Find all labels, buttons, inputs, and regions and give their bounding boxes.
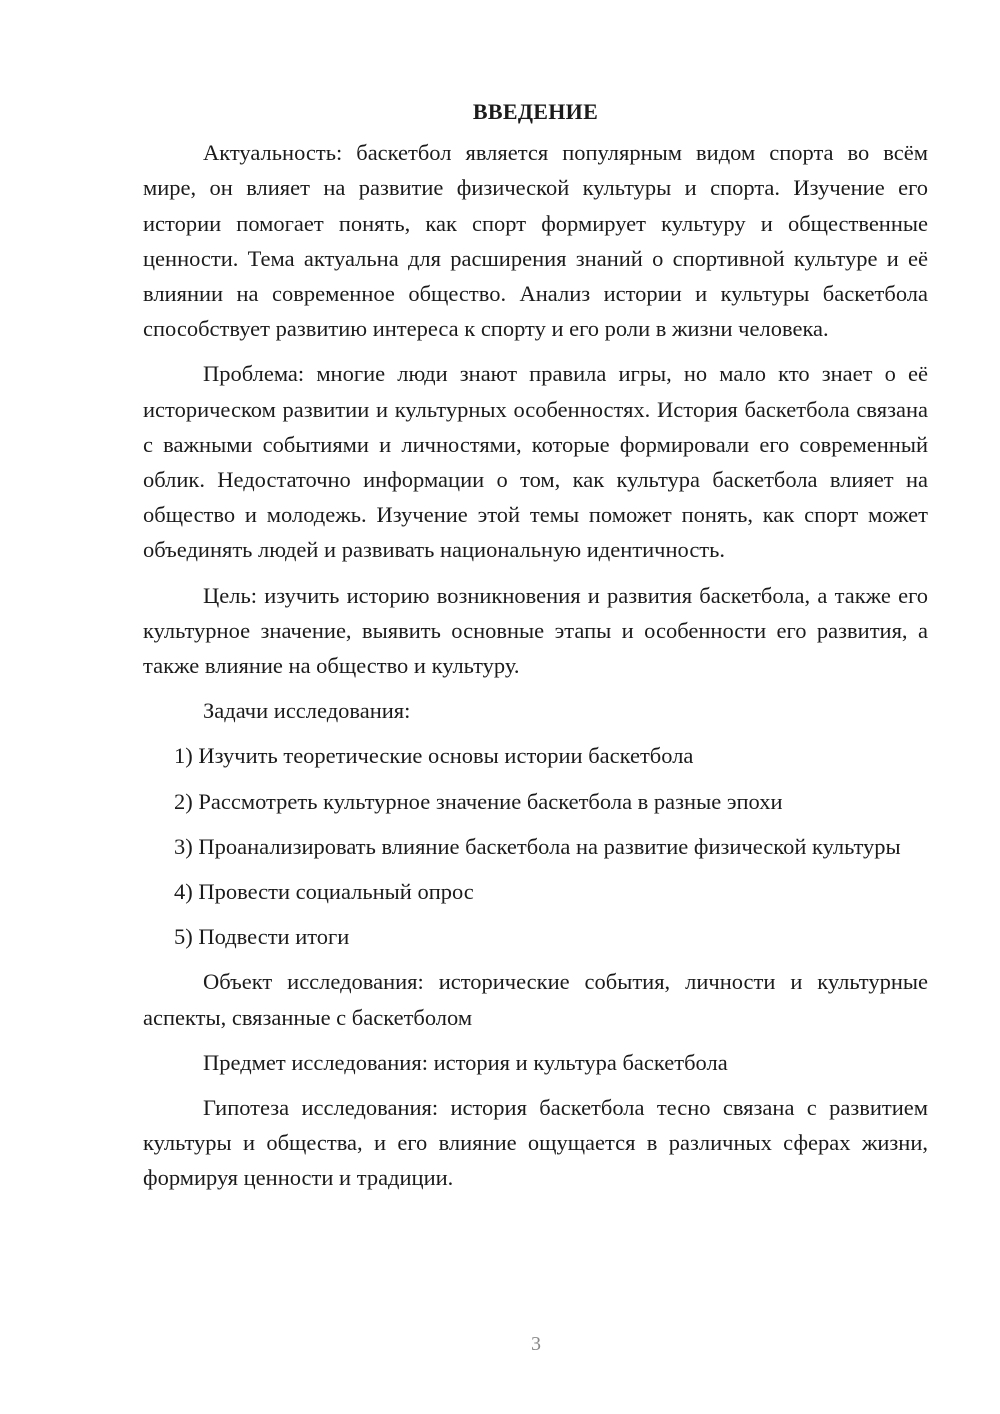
paragraph-tasks-heading: Задачи исследования:	[203, 698, 411, 724]
paragraph-hypothesis: Гипотеза исследования: история баскетбола тесно связана с развитием культуры и общества, и его влияние ощущается в различных сферах жизни, формируя ценности и традиции.	[143, 1095, 928, 1191]
page-number: 3	[531, 1333, 541, 1355]
task-item-3: 3) Проанализировать влияние баскетбола на развитие физической культуры	[174, 833, 901, 859]
task-item-1: 1) Изучить теоретические основы истории баскетбола	[174, 743, 694, 769]
paragraph-relevance: Актуальность: баскетбол является популярным видом спорта во всём мире, он влияет на развитие физической культуры и спорта. Изучение его истории помогает понять, как спорт формирует культуру и общественные ценности. Тема актуальна для расширения знаний о спортивной культуре и её влиянии на современное общество. Анализ истории и культуры баскетбола способствует развитию интереса к спорту и его роли в жизни человека.	[143, 140, 928, 342]
paragraph-problem: Проблема: многие люди знают правила игры, но мало кто знает о её историческом развитии и культурных особенностях. История баскетбола связана с важными событиями и личностями, которые формировали его современный облик. Недостаточно информации о том, как культура баскетбола влияет на общество и молодежь. Изучение этой темы поможет понять, как спорт может объединять людей и развивать национальную идентичность.	[143, 361, 928, 563]
paragraph-goal: Цель: изучить историю возникновения и развития баскетбола, а также его культурное значение, выявить основные этапы и особенности его развития, а также влияние на общество и культуру.	[143, 582, 928, 679]
paragraph-object: Объект исследования: исторические события, личности и культурные аспекты, связанные с баскетболом	[143, 969, 928, 1030]
paragraph-subject: Предмет исследования: история и культура баскетбола	[203, 1049, 728, 1075]
page-content	[143, 94, 928, 1206]
task-item-5: 5) Подвести итоги	[174, 924, 350, 950]
task-item-2: 2) Рассмотреть культурное значение баскетбола в разные эпохи	[174, 788, 783, 814]
section-title: ВВЕДЕНИЕ	[472, 99, 599, 124]
task-item-4: 4) Провести социальный опрос	[174, 879, 474, 905]
